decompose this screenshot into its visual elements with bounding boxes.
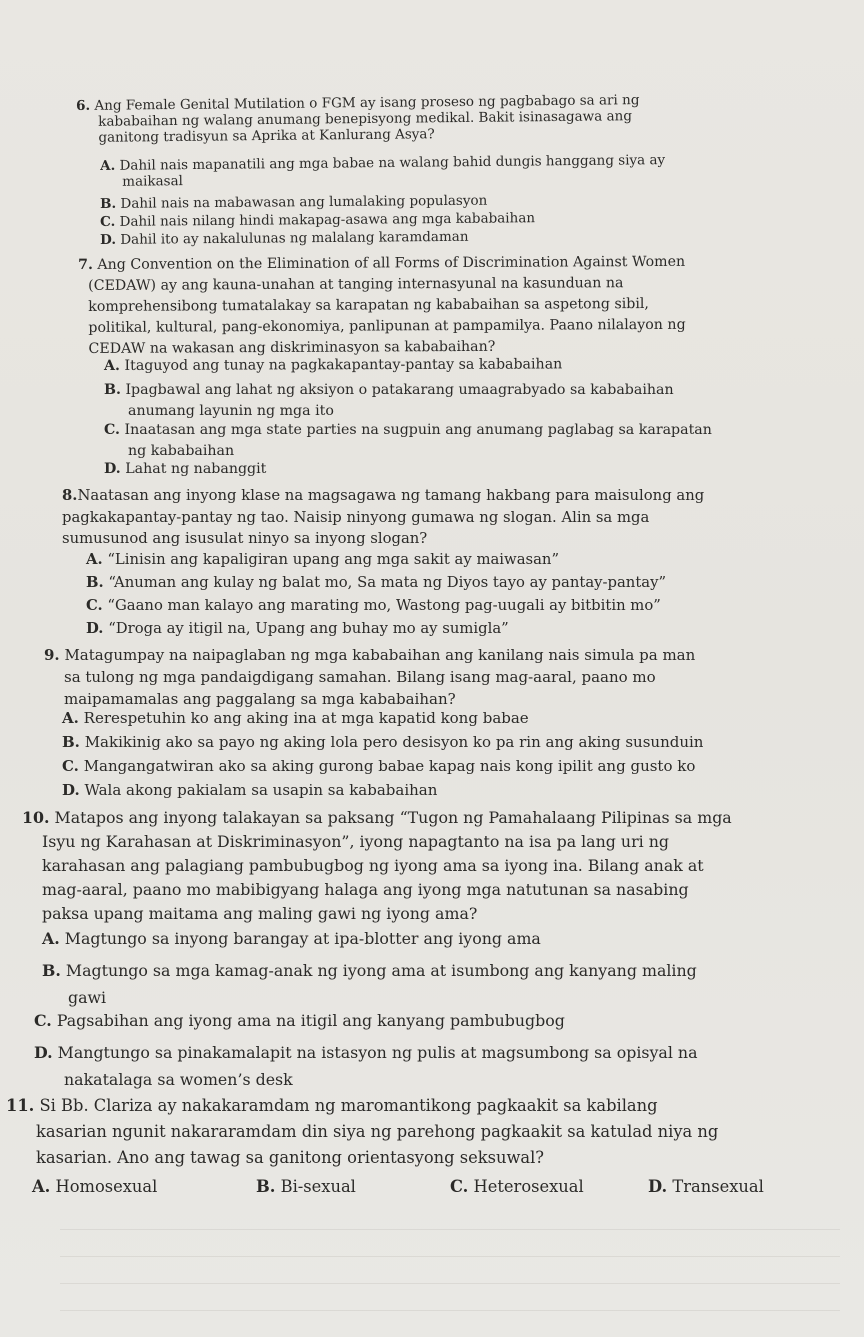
- q9-option-c[interactable]: [62, 757, 695, 775]
- question-6: [76, 90, 796, 146]
- option-letter: D.: [104, 461, 121, 477]
- option-text: maikasal: [122, 173, 184, 190]
- option-text: Transexual: [672, 1177, 764, 1196]
- question-number: 10.: [22, 808, 50, 827]
- q9-option-d[interactable]: [62, 781, 437, 799]
- option-text: “Anuman ang kulay ng balat mo, Sa mata ng Diyos tayo ay pantay-pantay”: [108, 574, 667, 591]
- question-text-line: ganitong tradisyun sa Aprika at Kanlurang Asya?: [98, 126, 435, 147]
- q7-option-a[interactable]: [104, 356, 562, 375]
- option-letter: B.: [256, 1177, 276, 1196]
- option-text: Dahil ito ay nakalulunas ng malalang karamdaman: [120, 228, 469, 248]
- option-letter: A.: [86, 551, 103, 568]
- q9-option-b[interactable]: [62, 733, 703, 751]
- option-letter: B.: [100, 195, 117, 212]
- q7-option-c[interactable]: [104, 420, 804, 462]
- question-text-line: komprehensibong tumatalakay sa karapatan ng kababaihan sa aspetong sibil,: [88, 296, 649, 315]
- option-text: anumang layunin ng mga ito: [128, 403, 334, 419]
- question-text-line: Matagumpay na naipaglaban ng mga kababaihan ang kanilang nais simula pa man: [64, 646, 696, 664]
- question-text-line: sa tulong ng mga pandaigdigang samahan. Bilang isang mag-aaral, paano mo: [64, 668, 656, 686]
- option-text: Itaguyod ang tunay na pagkakapantay-pantay sa kababaihan: [124, 356, 563, 374]
- option-letter: C.: [86, 597, 103, 614]
- question-7: [78, 251, 799, 360]
- q9-option-a[interactable]: [62, 709, 529, 727]
- question-8: [62, 485, 802, 550]
- option-text: “Gaano man kalayo ang marating mo, Wastong pag-uugali ay bitbitin mo”: [107, 597, 661, 614]
- question-number: 9.: [44, 646, 60, 664]
- option-letter: B.: [42, 961, 61, 980]
- question-text-line: Ang Female Genital Mutilation o FGM ay isang proseso ng pagbabago sa ari ng: [94, 92, 640, 114]
- question-text-line: Isyu ng Karahasan at Diskriminasyon”, iyong napagtanto na isa pa lang uri ng: [42, 832, 669, 851]
- option-text: Makikinig ako sa payo ng aking lola pero desisyon ko pa rin ang aking susunduin: [84, 733, 704, 751]
- option-letter: C.: [104, 422, 120, 438]
- question-text-line: kasarian ngunit nakararamdam din siya ng parehong pagkaakit sa katulad niya ng: [36, 1122, 719, 1141]
- q7-option-b[interactable]: [104, 380, 794, 422]
- question-text-line: sumusunod ang isusulat ninyo sa inyong slogan?: [62, 530, 428, 547]
- question-text-line: kababaihan ng walang anumang benepisyong medikal. Bakit isinasagawa ang: [98, 108, 633, 130]
- option-letter: D.: [86, 620, 104, 637]
- option-letter: A.: [32, 1177, 51, 1196]
- option-letter: D.: [648, 1177, 668, 1196]
- option-text: “Linisin ang kapaligiran upang ang mga sakit ay maiwasan”: [107, 551, 560, 568]
- question-10: [22, 806, 822, 926]
- option-letter: A.: [42, 929, 60, 948]
- q10-option-c[interactable]: [34, 1012, 565, 1031]
- option-text: Pagsabihan ang iyong ama na itigil ang kanyang pambubugbog: [56, 1011, 565, 1030]
- option-text: Lahat ng nabanggit: [125, 461, 267, 477]
- question-text-line: pagkakapantay-pantay ng tao. Naisip ninyong gumawa ng slogan. Alin sa mga: [62, 508, 650, 526]
- question-text-line: Si Bb. Clariza ay nakakaramdam ng maromantikong pagkaakit sa kabilang: [39, 1096, 658, 1115]
- question-number: 6.: [76, 97, 91, 114]
- q7-option-d[interactable]: [104, 461, 266, 478]
- question-text-line: karahasan ang palagiang pambubugbog ng iyong ama sa iyong ina. Bilang anak at: [42, 856, 704, 875]
- option-letter: D.: [100, 231, 117, 248]
- question-text-line: Naatasan ang inyong klase na magsagawa ng tamang hakbang para maisulong ang: [77, 487, 705, 504]
- option-text: Inaatasan ang mga state parties na sugpuin ang anumang paglabag sa karapatan: [124, 422, 712, 438]
- option-text: Bi-sexual: [280, 1177, 356, 1196]
- option-text: Homosexual: [55, 1177, 158, 1196]
- option-letter: B.: [104, 382, 121, 398]
- question-number: 8.: [62, 487, 78, 504]
- option-letter: B.: [62, 733, 80, 751]
- option-text: “Droga ay itigil na, Upang ang buhay mo ay sumigla”: [108, 620, 509, 637]
- option-letter: D.: [34, 1043, 53, 1062]
- option-text: Ipagbawal ang lahat ng aksiyon o patakarang umaagrabyado sa kababaihan: [125, 382, 674, 398]
- option-text: gawi: [68, 988, 107, 1007]
- option-text: Heterosexual: [473, 1177, 584, 1196]
- question-text-line: mag-aaral, paano mo mabibigyang halaga ang iyong mga natutunan sa nasabing: [42, 880, 689, 899]
- option-text: Mangangatwiran ako sa aking gurong babae kapag nais kong ipilit ang gusto ko: [83, 757, 696, 775]
- question-text-line: politikal, kultural, pang-ekonomiya, panlipunan at pampamilya. Paano nilalayon ng: [88, 316, 686, 336]
- question-11: [6, 1093, 856, 1171]
- question-text-line: CEDAW na wakasan ang diskriminasyon sa kababaihan?: [88, 338, 496, 357]
- q6-option-b[interactable]: [100, 193, 487, 213]
- q6-option-c[interactable]: [100, 210, 535, 230]
- question-text-line: Ang Convention on the Elimination of all Forms of Discrimination Against Women: [97, 253, 686, 273]
- option-text: Dahil nais nilang hindi makapag-asawa ang mga kababaihan: [119, 210, 536, 230]
- option-letter: C.: [62, 757, 79, 775]
- question-text-line: Matapos ang inyong talakayan sa paksang “Tugon ng Pamahalaang Pilipinas sa mga: [54, 808, 732, 827]
- question-number: 7.: [78, 256, 93, 273]
- question-text-line: paksa upang maitama ang maling gawi ng iyong ama?: [42, 904, 478, 923]
- option-letter: C.: [450, 1177, 469, 1196]
- paper-bleed-through: [60, 1215, 840, 1315]
- option-text: Rerespetuhin ko ang aking ina at mga kapatid kong babae: [83, 709, 529, 727]
- option-letter: A.: [104, 357, 121, 374]
- q11-option-c[interactable]: [450, 1177, 584, 1197]
- q8-option-b[interactable]: [86, 574, 666, 592]
- q11-option-a[interactable]: [32, 1177, 157, 1197]
- option-letter: C.: [100, 213, 116, 230]
- option-text: Dahil nais mapanatili ang mga babae na walang bahid dungis hanggang siya ay: [119, 152, 666, 174]
- q10-option-b[interactable]: [42, 957, 842, 1011]
- option-text: Mangtungo sa pinakamalapit na istasyon ng pulis at magsumbong sa opisyal na: [57, 1043, 698, 1062]
- q11-option-d[interactable]: [648, 1177, 764, 1197]
- q8-option-d[interactable]: [86, 620, 509, 638]
- question-text-line: maipamamalas ang paggalang sa mga kababaihan?: [64, 690, 456, 708]
- q8-option-a[interactable]: [86, 551, 559, 569]
- q10-option-a[interactable]: [42, 930, 541, 949]
- option-letter: B.: [86, 574, 104, 591]
- option-letter: A.: [100, 157, 116, 174]
- q6-option-d[interactable]: [100, 229, 469, 248]
- question-number: 11.: [6, 1096, 35, 1115]
- question-text-line: (CEDAW) ay ang kauna-unahan at tanging internasyunal na kasunduan na: [88, 275, 624, 294]
- option-text: Magtungo sa mga kamag-anak ng iyong ama at isumbong ang kanyang maling: [65, 961, 697, 980]
- q11-option-b[interactable]: [256, 1177, 356, 1197]
- option-text: Wala akong pakialam sa usapin sa kababaihan: [84, 781, 438, 799]
- option-text: nakatalaga sa women’s desk: [64, 1070, 293, 1089]
- option-text: Dahil nais na mabawasan ang lumalaking populasyon: [120, 192, 488, 212]
- q10-option-d[interactable]: [34, 1039, 854, 1093]
- option-text: Magtungo sa inyong barangay at ipa-blotter ang iyong ama: [64, 929, 541, 948]
- option-letter: C.: [34, 1011, 52, 1030]
- option-letter: D.: [62, 781, 80, 799]
- option-text: ng kababaihan: [128, 443, 235, 459]
- question-text-line: kasarian. Ano ang tawag sa ganitong orientasyong seksuwal?: [36, 1148, 545, 1167]
- question-9: [44, 644, 804, 710]
- q6-option-a[interactable]: [100, 151, 790, 191]
- option-letter: A.: [62, 709, 79, 727]
- q8-option-c[interactable]: [86, 597, 661, 615]
